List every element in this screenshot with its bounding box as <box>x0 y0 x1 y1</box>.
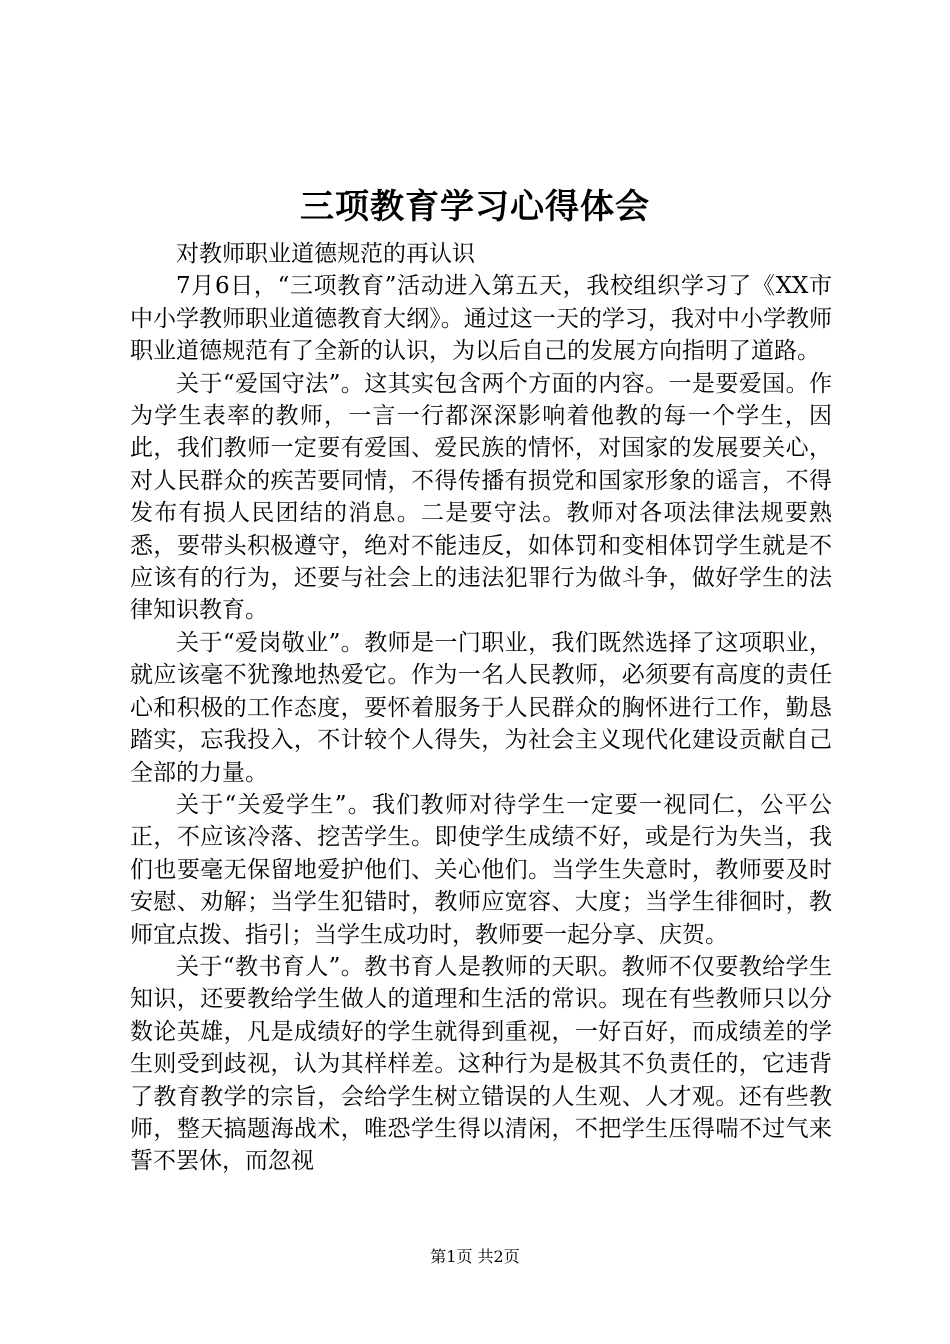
document-subtitle: 对教师职业道德规范的再认识 <box>176 241 475 267</box>
document-body <box>130 238 832 1178</box>
paragraph-intro: 7月6日，“三项教育”活动进入第五天，我校组织学习了《XX市中小学教师职业道德教育大纲》。通过这一天的学习，我对中小学教师职业道德规范有了全新的认识，为以后自己的发展方向指明了道路。 <box>130 273 832 365</box>
paragraph-teaching: 关于“教书育人”。教书育人是教师的天职。教师不仅要教给学生知识，还要教给学生做人的道理和生活的常识。现在有些教师只以分数论英雄，凡是成绩好的学生就得到重视，一好百好，而成绩差的学生则受到歧视，认为其样样差。这种行为是极其不负责任的，它违背了教育教学的宗旨，会给学生树立错误的人生观、人才观。还有些教师，整天搞题海战术，唯恐学生得以清闲，不把学生压得喘不过气来誓不罢休，而忽视 <box>130 953 832 1175</box>
document-title: 三项教育学习心得体会 <box>300 187 650 227</box>
paragraph-patriotism: 关于“爱国守法”。这其实包含两个方面的内容。一是要爱国。作为学生表率的教师，一言一行都深深影响着他教的每一个学生，因此，我们教师一定要有爱国、爱民族的情怀，对国家的发展要关心，对人民群众的疾苦要同情，不得传播有损党和国家形象的谣言，不得发布有损人民团结的消息。二是要守法。教师对各项法律法规要熟悉，要带头积极遵守，绝对不能违反，如体罚和变相体罚学生就是不应该有的行为，还要与社会上的违法犯罪行为做斗争，做好学生的法律知识教育。 <box>130 370 832 624</box>
paragraph-dedication: 关于“爱岗敬业”。教师是一门职业，我们既然选择了这项职业，就应该毫不犹豫地热爱它。作为一名人民教师，必须要有高度的责任心和积极的工作态度，要怀着服务于人民群众的胸怀进行工作，勤恳踏实，忘我投入，不计较个人得失，为社会主义现代化建设贡献自己全部的力量。 <box>130 629 832 786</box>
page-footer: 第1页 共2页 <box>430 1247 520 1266</box>
paragraph-care-students: 关于“关爱学生”。我们教师对待学生一定要一视同仁，公平公正，不应该冷落、挖苦学生。即使学生成绩不好，或是行为失当，我们也要毫无保留地爱护他们、关心他们。当学生失意时，教师要及时安慰、劝解；当学生犯错时，教师应宽容、大度；当学生徘徊时，教师宜点拨、指引；当学生成功时，教师要一起分享、庆贺。 <box>130 791 832 948</box>
